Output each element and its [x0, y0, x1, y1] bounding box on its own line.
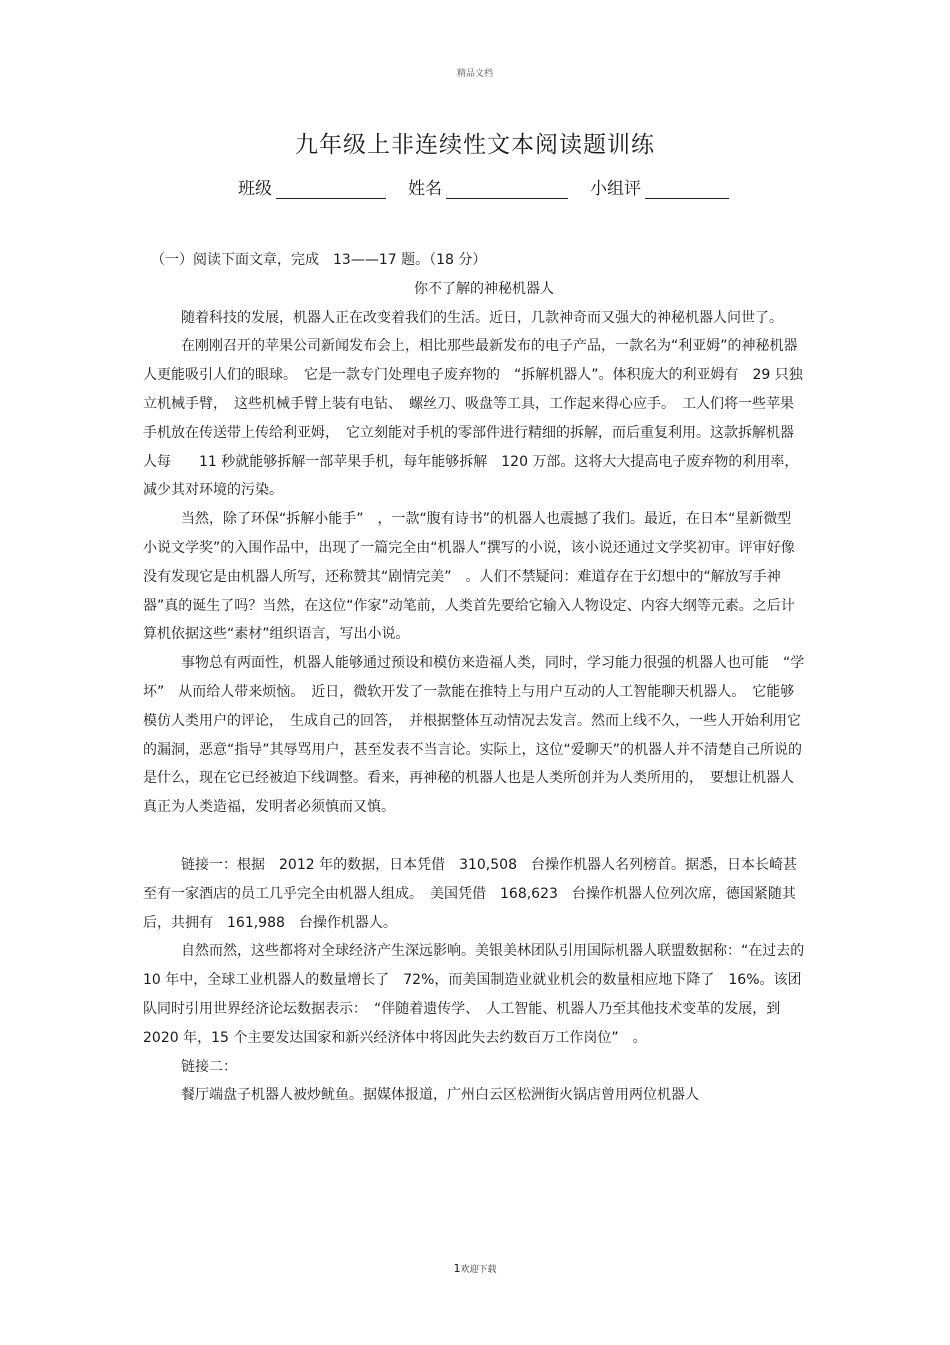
page-number: 1 — [453, 1262, 461, 1275]
header-tag: 精品文档 — [456, 69, 493, 79]
link1-paragraph: 自然而然，这些都将对全球经济产生深远影响。美银美林团队引用国际机器人联盟数据称：“在过去的 10 年中，全球工业机器人的数量增长了 72%，而美国制造业就业机会的数量相应地下降了 16%。该团队同时引用世界经济论坛数据表示： “伴随着遗传学、 人工智能、机器人乃至其他技术变革的发展，到 2020 年，15 个主要发达国家和新兴经济体中将因此失去约数百万工作岗位” 。 — [143, 943, 819, 1046]
name-field — [408, 174, 590, 199]
class-label: 班级 — [238, 179, 272, 199]
article-title: 你不了解的神秘机器人 — [414, 280, 554, 297]
link1-paragraph: 链接一：根据 2012 年的数据，日本凭借 310,508 台操作机器人名列榜首。据悉，日本长崎甚至有一家酒店的员工几乎完全由机器人组成。 美国凭借 168,623 台操作机器人位列次席，德国紧随其后，共拥有 161,988 台操作机器人。 — [143, 856, 797, 931]
name-blank[interactable] — [446, 180, 568, 199]
group-label: 小组评 — [590, 179, 641, 199]
paragraph: 随着科技的发展，机器人正在改变着我们的生活。近日，几款神奇而又强大的神秘机器人问世了。 — [181, 309, 783, 326]
paragraph: 当然，除了环保“拆解小能手” ，一款“腹有诗书”的机器人也震撼了我们。最近，在日本“星新微型小说文学奖”的入围作品中，出现了一篇完全由“机器人”撰写的小说，该小说还通过文学奖初审。评审好像没有发现它是由机器人所写，还称赞其“剧情完美” 。人们不禁疑问：难道存在于幻想中的“解放写手神器”真的诞生了吗？当然，在这位“作家”动笔前，人类首先要给它输入人物设定、内容大纲等元素。之后计算机依据这些“素材”组织语言，写出小说。 — [143, 511, 795, 643]
document-body — [143, 246, 819, 1110]
link2-label: 链接二： — [181, 1058, 237, 1075]
group-field — [590, 174, 729, 199]
group-blank[interactable] — [645, 180, 729, 199]
footer-text: 欢迎下载 — [460, 1265, 497, 1275]
section-heading: （一）阅读下面文章，完成 13——17 题。（18 分） — [151, 252, 487, 268]
name-label: 姓名 — [408, 179, 442, 199]
paragraph: 事物总有两面性，机器人能够通过预设和模仿来造福人类，同时，学习能力很强的机器人也可能 “学坏” 从而给人带来烦恼。 近日，微软开发了一款能在推特上与用户互动的人工智能聊天机器人。 它能够模仿人类用户的评论， 生成自己的回答， 并根据整体互动情况去发言。然而上线不久，一些人开始利用它的漏洞，恶意“指导”其辱骂用户，甚至发表不当言论。实际上，这位“爱聊天”的机器人并不清楚自己所说的是什么，现在它已经被迫下线调整。看来，再神秘的机器人也是人类所创并为人类所用的， 要想让机器人真正为人类造福，发明者必须慎而又慎。 — [143, 655, 805, 816]
link2-paragraph: 餐厅端盘子机器人被炒鱿鱼。据媒体报道，广州白云区松洲街火锅店曾用两位机器人 — [181, 1087, 699, 1104]
class-field — [238, 174, 408, 199]
page-footer — [0, 1262, 950, 1275]
spacer — [143, 822, 805, 851]
class-blank[interactable] — [276, 180, 386, 199]
paragraph: 在刚刚召开的苹果公司新闻发布会上，相比那些最新发布的电子产品，一款名为“利亚姆”的神秘机器人更能吸引人们的眼球。 它是一款专门处理电子废弃物的 “拆解机器人”。体积庞大的利亚姆有 29 只独立机械手臂， 这些机械手臂上装有电钻、 螺丝刀、吸盘等工具，工作起来得心应手。 工人们将一些苹果手机放在传送带上传给利亚姆， 它立刻能对手机的零部件进行精细的拆解，而后重复利用。这款拆解机器人每 11 秒就能够拆解一部苹果手机，每年能够拆解 120 万部。这将大大提高电子废弃物的利用率，减少其对环境的污染。 — [143, 338, 803, 499]
document-title: 九年级上非连续性文本阅读题训练 — [295, 132, 655, 158]
student-info-fields — [238, 174, 729, 199]
